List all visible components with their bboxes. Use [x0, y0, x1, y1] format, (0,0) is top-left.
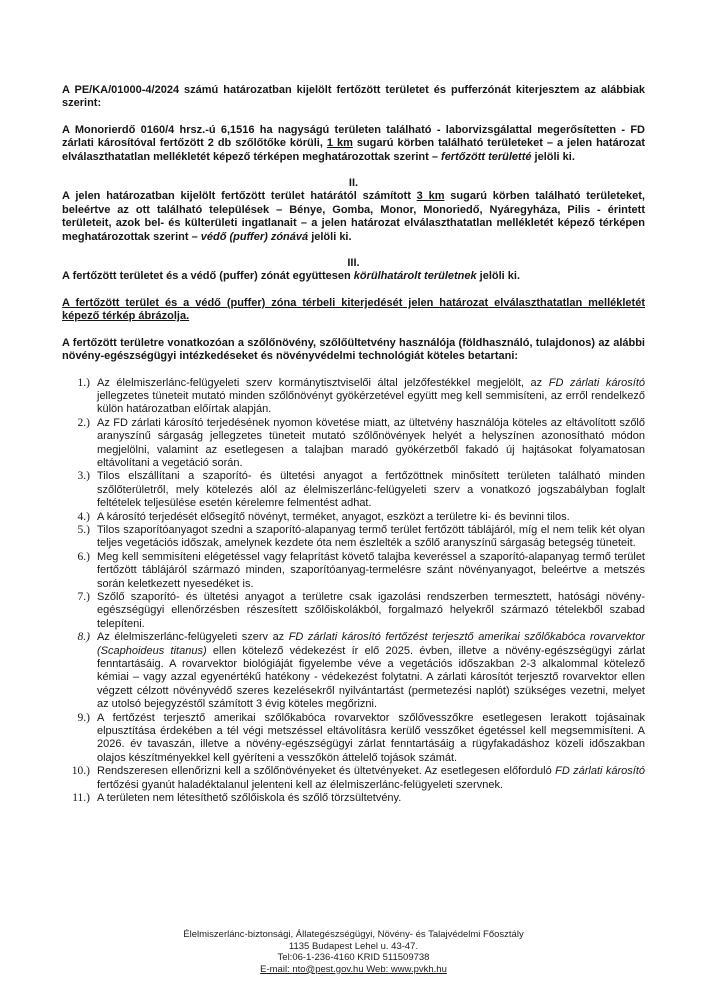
list-item-text [97, 470, 645, 509]
paragraph-infected-area-definition [62, 124, 645, 164]
paragraph-buffer-zone-definition [62, 190, 645, 244]
section-iii-heading: III. [347, 257, 360, 270]
footer-address: 1135 Budapest Lehel u. 43-47. [288, 940, 419, 952]
text-segment: 1 km [326, 137, 353, 150]
footer-contact-links[interactable]: E-mail: nto@pest.gov.hu Web: www.pvkh.hu [260, 963, 447, 975]
measure-list-item [62, 712, 645, 766]
text-segment: A fertőzött terület és a védő (puffer) zóna térbeli kiterjedését jelen határozat elválaszthatatlan mellékletét képező térkép ábrázolja. [62, 296, 645, 323]
list-item-text [97, 631, 645, 710]
measure-list-item [62, 631, 645, 711]
text-segment: Az FD zárlati károsító terjedésének nyomon követése miatt, az ültetvény használója köteles az eltávolított szőlő aranyszínű sárgaság jellegzetes tüneteit mutató szőlőnövények helyét a helyszínen azonosítható módon megjelölni, valamint az esetlegesen a talajban maradó gyökérzetből fakadó új hajtásokat folyamatosan eltávolítani a vegetáció során. [97, 416, 645, 469]
list-item-text [97, 712, 645, 764]
text-segment: A károsító terjedését elősegítő növényt, terméket, anyagot, eszközt a területre ki- és bevinni tilos. [97, 510, 570, 523]
text-segment: körülhatárolt területnek [353, 270, 477, 283]
measure-list-item [62, 765, 645, 792]
text-segment: védő (puffer) zónává [200, 230, 309, 243]
text-segment: sugarú körben található területeket, beleértve az ott található települések – Bénye, Gomba, Monor, Monoriedő, Nyáregyháza, Pilis - érintett területeit, azok bel- és külterületi ingatlanait – a jelen határozat elválaszthatatlan mellékletét képező térképen meghatározottak szerint – [62, 190, 645, 243]
text-segment: A fertőzött területet és a védő (puffer) zónát együttesen [62, 270, 354, 283]
text-segment: A fertőzött területre vonatkozóan a szőlőnövény, szőlőültetvény használója (földhasználó, tulajdonos) az alábbi növény-egészségügyi intézkedéseket és növényvédelmi technológiát köteles betartani: [62, 336, 645, 363]
text-segment: fertőzési gyanút haladéktalanul jelenteni kell az élelmiszerlánc-felügyeleti szervnek. [97, 778, 503, 791]
list-item-number: 5.) [77, 523, 90, 536]
list-item-text [97, 591, 645, 630]
document-footer [0, 929, 707, 975]
text-segment: Meg kell semmisíteni elégetéssel vagy felaprítást követő talajba keveréssel a szaporító-alapanyag termő terület fertőzött táblájáról származó minden, szaporítóanyag-termelésre szánt növényanyagot, beleértve a metszés során keletkezett nyesedéket is. [97, 550, 645, 590]
text-segment: jelöli ki. [531, 150, 575, 163]
list-item-number: 8.) [77, 631, 90, 644]
text-segment: FD zárlati károsító [548, 376, 645, 389]
text-segment: Rendszeresen ellenőrizni kell a szőlőnövényeket és ültetvényeket. Az esetlegesen előforduló [97, 765, 556, 778]
measure-list-item [62, 591, 645, 631]
footer-phone-krid: Tel:06-1-236-4160 KRID 511509738 [277, 952, 430, 964]
footer-department: Élelmiszerlánc-biztonsági, Állategészségügyi, Növény- és Talajvédelmi Főosztály [183, 929, 524, 940]
text-segment: jelöli ki. [308, 230, 352, 243]
text-segment: FD zárlati károsító [555, 765, 645, 778]
text-segment: A PE/KA/01000-4/2024 számú határozatban kijelölt fertőzött területet és pufferzónát kiterjesztem az alábbiak szerint: [62, 84, 645, 110]
text-segment: sugarú körben található területeket – a jelen határozat elválaszthatatlan mellékletét képező térképen meghatározottak szerint – [62, 137, 645, 163]
list-item-text [97, 765, 645, 790]
text-segment: ellen kötelező védekezést ír elő 2025. évben, illetve a növény-egészségügyi zárlat fenntartásáig. A rovarvektor biológiáját figyelembe véve a vegetációs időszakban 2-3 alkalommal kötelező kémiai – vagy azzal egyenértékű hatékony - védekezést folytatni. A zárlati károsítót terjesztő rovarvektor ellen végzett célzott növényvédő szeres kezelésekről nyilvántartást (permetezési naplót) szükséges vezetni, melyet az utolsó bejegyzéstől számított 3 évig köteles megőrizni. [97, 644, 645, 711]
text-segment: jelöli ki. [476, 270, 521, 283]
text-segment: Az élelmiszerlánc-felügyeleti szerv az [97, 631, 289, 644]
text-segment: Az élelmiszerlánc-felügyeleti szerv kormánytisztviselői által jelzőfestékkel megjelölt, az [97, 376, 549, 389]
measure-list-item [62, 417, 645, 471]
list-item-number: 10.) [71, 765, 90, 778]
paragraph-map-annex [62, 297, 645, 324]
text-segment: FD zárlati károsító fertőzést terjesztő amerikai szőlőkabóca rovarvektor (Scaphoideus titanus) [97, 631, 645, 657]
text-segment: Szőlő szaporító- és ültetési anyagot a területre csak igazolási rendszerben termesztett, hatósági növény-egészségügyi ellenőrzésben részesített szőlőiskolákból, forgalmazó helyekről származó tételekből szabad telepíteni. [97, 591, 645, 630]
list-item-text [97, 551, 645, 590]
paragraph-measures-intro [62, 337, 645, 364]
list-item-text [97, 792, 401, 804]
text-segment: 3 km [416, 190, 445, 203]
list-item-number: 2.) [77, 416, 90, 429]
list-item-number: 9.) [77, 711, 90, 724]
measure-list-item [62, 470, 645, 510]
list-item-text [97, 377, 645, 416]
measure-list-item [62, 511, 645, 524]
list-item-number: 3.) [77, 470, 90, 483]
list-item-number: 6.) [77, 550, 90, 563]
measure-list-item [62, 792, 645, 805]
list-item-text [97, 417, 645, 469]
list-item-number: 4.) [77, 510, 90, 523]
list-item-number: 11.) [72, 792, 90, 805]
text-segment: A fertőzést terjesztő amerikai szőlőkabóca rovarvektor szőlővesszőkre esetlegesen lerakott tojásainak elpusztítása érdekében a tél végi metszéssel eltávolításra kerülő vesszőket égetéssel kell megsemmisíteni. A 2026. év tavaszán, illetve a növény-egészségügyi zárlat fenntartásáig a rügyfakadáshoz közeli időszakban olajos készítményekkel kell gyéríteni a vesszőkön áttelelő tojások számát. [97, 711, 645, 764]
text-segment: A területen nem létesíthető szőlőiskola és szőlő törzsültetvény. [97, 792, 402, 805]
list-item-number: 1.) [77, 376, 90, 389]
measure-list-item [62, 524, 645, 551]
measure-list-item [62, 377, 645, 417]
measures-list [62, 377, 645, 806]
text-segment: fertőzött területté [441, 150, 532, 163]
list-item-number: 7.) [77, 591, 90, 603]
document-body [62, 84, 645, 806]
list-item-text [97, 511, 570, 523]
text-segment: A jelen határozatban kijelölt fertőzött terület határától számított [62, 190, 417, 203]
paragraph-extension-statement [62, 84, 645, 111]
paragraph-delimited-area [62, 270, 645, 283]
text-segment: Tilos szaporítóanyagot szedni a szaporító-alapanyag termő terület fertőzött táblájáról, míg el nem telik két olyan teljes vegetációs időszak, amelynek kezdete óta nem észlelték a szőlő aranyszínű sárgaság betegség tüneteit. [97, 523, 645, 550]
text-segment: Tilos elszállítani a szaporító- és ültetési anyagot a fertőzöttnek minősített területen található minden szőlőterületről, mely kötelezés alól az élelmiszerlánc-felügyeleti szerv a vonatkozó jogszabályban foglalt feltételek teljesülése esetén kérelemre felmentést adhat. [97, 470, 645, 510]
section-ii-heading: II. [348, 177, 359, 190]
measure-list-item [62, 551, 645, 591]
text-segment: A Monorierdő 0160/4 hrsz.-ú 6,1516 ha nagyságú területen található - laborvizsgálattal megerősítetten - FD zárlati károsítóval fertőzött 2 db szőlőtőke körüli, [62, 123, 645, 150]
list-item-text [97, 524, 645, 549]
text-segment: jellegzetes tüneteit mutató minden szőlőnövényt gyökérzetével együtt meg kell semmisíteni, az erről rendelkező külön határozatban előírtak alapján. [97, 389, 645, 416]
